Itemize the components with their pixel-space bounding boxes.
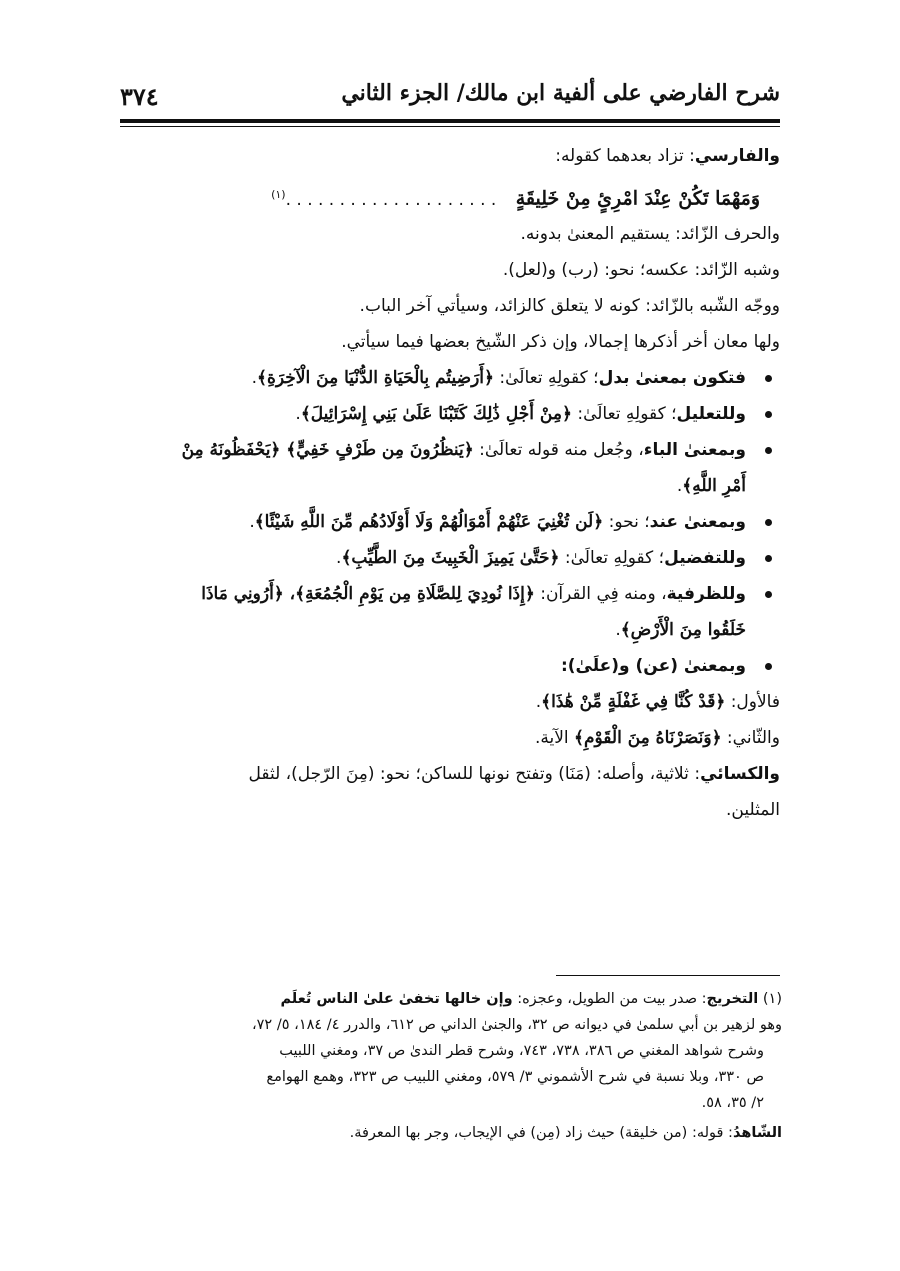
punct: . — [676, 476, 683, 496]
paragraph-line: والحرف الزّائد: يستقيم المعنىٰ بدونه. — [520, 224, 780, 244]
bullet-item — [118, 648, 780, 684]
term: وللتفضيل — [664, 548, 746, 568]
bullet-item — [118, 576, 780, 612]
paragraph-line: المثلين. — [726, 800, 780, 820]
term: الشّاهدُ — [732, 1125, 782, 1141]
term: وللظرفية — [666, 584, 746, 604]
footnotes — [118, 986, 782, 1146]
quran-quote: ﴿قَدْ كُنَّا فِي غَفْلَةٍ مِّنْ هَٰذَا﴾ — [541, 692, 726, 712]
quran-quote: ﴿أَرَضِيتُم بِالْحَيَاةِ الدُّنْيَا مِنَ الْآخِرَةِ﴾ — [257, 368, 494, 388]
footnote-line — [118, 986, 782, 1012]
verse-second-half: وإن خالها تخفىٰ علىٰ الناس تُعلَم — [280, 991, 513, 1007]
page-number: ٣٧٤ — [120, 82, 159, 111]
header-rule-thick — [120, 119, 780, 123]
punct: . — [615, 620, 621, 640]
text: (عن) و(علَىٰ): — [560, 656, 684, 676]
paragraph-line — [118, 138, 780, 174]
quran-quote: أَمْرِ اللَّهِ﴾ — [682, 476, 746, 496]
bullet-item — [118, 432, 780, 468]
verse-line — [118, 174, 780, 216]
paragraph-line — [118, 684, 780, 720]
quran-quote: ﴿لَن تُغْنِيَ عَنْهُمْ أَمْوَالُهُمْ وَلَا أَوْلَادُهُم مِّنَ اللَّهِ شَيْئًا﴾ — [254, 512, 604, 532]
punct: . — [336, 548, 342, 568]
text: والثّاني: — [721, 728, 780, 748]
footnote-ref[interactable]: (١) — [271, 188, 286, 201]
term: فتكون بمعنىٰ بدل — [598, 368, 746, 388]
quran-quote: ﴿وَنَصَرْنَاهُ مِنَ الْقَوْمِ﴾ — [574, 728, 722, 748]
quran-quote: ﴿حَتَّىٰ يَمِيزَ الْخَبِيثَ مِنَ الطَّيِّبِ﴾ — [341, 548, 560, 568]
term: التخريج — [706, 991, 759, 1007]
term: والفارسي — [694, 146, 780, 166]
footnote-line: ص ٣٣٠، وبلا نسبة في شرح الأشموني ٣/ ٥٧٩، ومغني اللبيب ص ٣٢٣، وهمع الهوامع — [266, 1069, 764, 1085]
bullet-continuation — [118, 612, 780, 648]
page-header — [120, 76, 780, 116]
bullet-item — [118, 504, 780, 540]
text: ؛ نحو: — [603, 512, 650, 532]
paragraph-line — [118, 720, 780, 756]
term: والكسائي — [700, 764, 780, 784]
text: : صدر بيت من الطويل، وعجزه: — [512, 991, 707, 1007]
bullet-item — [118, 396, 780, 432]
paragraph-line — [118, 756, 780, 792]
text: ؛ كقولِهِ تعالَىٰ: — [493, 368, 599, 388]
footnote-line — [118, 1120, 782, 1146]
main-text — [118, 138, 780, 828]
text-end: الآية. — [534, 728, 575, 748]
text: ؛ كقولِهِ تعالَىٰ: — [571, 404, 677, 424]
text: ، ومنه فِي القرآن: — [534, 584, 667, 604]
punct: . — [249, 512, 255, 532]
bullet-item — [118, 540, 780, 576]
paragraph-line: ولها معان أخر أذكرها إجمالا، وإن ذكر الشّيخ بعضها فيما سيأتي. — [341, 332, 780, 352]
text: فالأول: — [725, 692, 780, 712]
punct: . — [535, 692, 542, 712]
text: ؛ كقولِهِ تعالَىٰ: — [559, 548, 665, 568]
quran-quote: خَلَقُوا مِنَ الْأَرْضِ﴾ — [620, 620, 746, 640]
punct: . — [295, 404, 301, 424]
term: وبمعنىٰ الباء — [643, 440, 746, 460]
term: وللتعليل — [676, 404, 746, 424]
term: وبمعنىٰ — [683, 656, 746, 676]
header-rule-thin — [120, 126, 780, 127]
footnote-line: وشرح شواهد المغني ص ٣٨٦، ٧٣٨، ٧٤٣، وشرح قطر الندىٰ ص ٣٧، ومغني اللبيب — [279, 1043, 764, 1059]
text: : قوله: (من خليقة) حيث زاد (مِن) في الإيجاب، وجر بها المعرفة. — [349, 1125, 733, 1141]
punct: . — [251, 368, 258, 388]
verse-text: وَمَهْمَا تَكُنْ عِنْدَ امْرِئٍ مِنْ خَلِيقَةٍ — [515, 187, 760, 210]
quran-quote: ﴿إِذَا نُودِيَ لِلصَّلَاةِ مِن يَوْمِ الْجُمُعَةِ﴾، ﴿أَرُونِي مَاذَا — [201, 584, 535, 604]
footnote-rule — [556, 975, 780, 976]
quran-quote: ﴿مِنْ أَجْلِ ذَٰلِكَ كَتَبْنَا عَلَىٰ بَنِي إِسْرَائِيلَ﴾ — [300, 404, 572, 424]
footnote-line: وهو لزهير بن أبي سلمىٰ في ديوانه ص ٣٢، والجنىٰ الداني ص ٦١٢، والدرر ٤/ ١٨٤، ٥/ ٧٢، — [251, 1017, 782, 1033]
bullet-continuation — [118, 468, 780, 504]
verse-dots: . . . . . . . . . . . . . . . . . . . . — [285, 189, 497, 210]
text: : ثلاثية، وأصله: (مَنَا) وتفتح نونها للساكن؛ نحو: (مِنَ الرّجل)، لثقل — [248, 764, 701, 784]
paragraph-line: ووجّه الشّبه بالزّائد: كونه لا يتعلق كالزائد، وسيأتي آخر الباب. — [359, 296, 780, 316]
footnote-line: ٢/ ٣٥، ٥٨. — [701, 1095, 764, 1111]
bullet-item — [118, 360, 780, 396]
running-title: شرح الفارضي على ألفية ابن مالك/ الجزء الثاني — [341, 80, 780, 106]
quran-quote: ﴿يَنظُرُونَ مِن طَرْفٍ خَفِيٍّ﴾ ﴿يَحْفَظُونَهُ مِنْ — [181, 440, 474, 460]
term: وبمعنىٰ عند — [649, 512, 746, 532]
paragraph-line: وشبه الزّائد: عكسه؛ نحو: (رب) و(لعل). — [502, 260, 780, 280]
text: ، وجُعل منه قوله تعالَىٰ: — [473, 440, 644, 460]
footnote-number: (١) — [758, 991, 782, 1007]
text: : تزاد بعدهما كقوله: — [555, 146, 695, 166]
